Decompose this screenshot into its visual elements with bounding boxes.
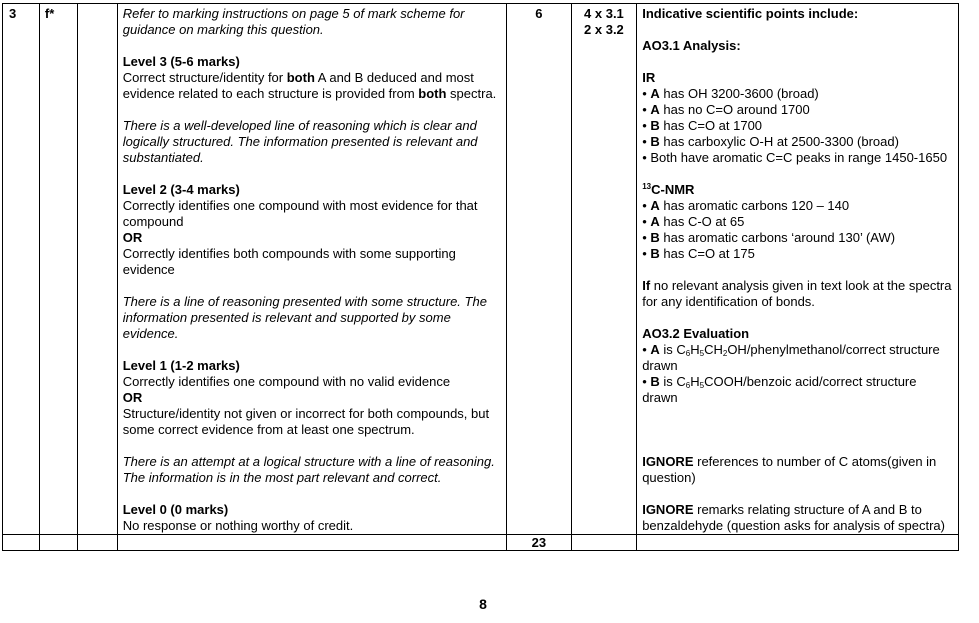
note-text: no relevant analysis given in text look at the spectra for any identification of bonds. xyxy=(642,278,952,309)
nmr-point xyxy=(642,246,953,262)
point-text: has C=O at 175 xyxy=(659,246,755,261)
compound-label: B xyxy=(650,118,660,133)
bullet: • xyxy=(642,150,647,165)
empty-cell xyxy=(571,535,637,551)
guidance-cell xyxy=(117,4,506,535)
eval-point-a xyxy=(642,342,953,374)
ignore-note-1 xyxy=(642,454,953,486)
no-analysis-note xyxy=(642,278,953,310)
question-row xyxy=(3,4,959,535)
compound-label: B xyxy=(650,246,660,261)
bullet: • xyxy=(642,230,647,245)
compound-label: A xyxy=(650,86,660,101)
compound-label: A xyxy=(650,342,660,357)
question-number: 3 xyxy=(3,4,40,535)
level1-line1: Correctly identifies one compound with no valid evidence xyxy=(122,374,451,389)
mark-scheme-table xyxy=(2,3,959,551)
ir-point xyxy=(642,134,953,150)
formula-part: is C xyxy=(659,342,686,357)
formula-part: is C xyxy=(659,374,686,389)
nmr-superscript: 13 xyxy=(642,182,652,191)
formula-part: H xyxy=(690,342,700,357)
level1-line2: Structure/identity not given or incorrect for both compounds, but some correct evidence from at least one spectrum. xyxy=(122,406,490,437)
question-part: f* xyxy=(39,4,77,535)
ir-point xyxy=(642,118,953,134)
formula-part: CH xyxy=(704,342,723,357)
guidance-intro: Refer to marking instructions on page 5 of mark scheme for guidance on marking this question. xyxy=(122,6,465,37)
level3-text-3: spectra. xyxy=(446,86,497,101)
points-cell xyxy=(637,4,959,535)
level3-text-2: A and B deduced and most evidence related to each structure is provided from xyxy=(122,70,474,101)
level1-reasoning: There is an attempt at a logical structure with a line of reasoning. The information is in the most part relevant and correct. xyxy=(122,454,495,485)
nmr-point xyxy=(642,198,953,214)
level0-line1: No response or nothing worthy of credit. xyxy=(122,518,354,533)
ao-cell xyxy=(571,4,637,535)
compound-label: B xyxy=(650,230,660,245)
subscript: 6 xyxy=(685,381,691,390)
total-row xyxy=(3,535,959,551)
level0-title: Level 0 (0 marks) xyxy=(122,502,229,517)
ignore-note-2 xyxy=(642,502,953,534)
empty-cell xyxy=(3,535,40,551)
compound-label: B xyxy=(650,134,660,149)
compound-label: A xyxy=(650,214,660,229)
point-text: has carboxylic O-H at 2500-3300 (broad) xyxy=(659,134,899,149)
ao32-heading: AO3.2 Evaluation xyxy=(642,326,750,341)
nmr-title: C-NMR xyxy=(651,182,695,197)
level3-criteria xyxy=(123,70,501,102)
level2-or: OR xyxy=(122,230,143,245)
note-keyword: If xyxy=(642,278,651,293)
level1-title: Level 1 (1-2 marks) xyxy=(122,358,240,373)
compound-label: A xyxy=(650,102,660,117)
subscript: 5 xyxy=(699,381,705,390)
empty-cell xyxy=(77,535,117,551)
ir-point xyxy=(642,150,953,166)
point-text: has aromatic carbons ‘around 130’ (AW) xyxy=(659,230,896,245)
bullet: • xyxy=(642,198,647,213)
ir-point xyxy=(642,86,953,102)
ir-point xyxy=(642,102,953,118)
compound-label: A xyxy=(650,198,660,213)
ir-heading: IR xyxy=(642,70,656,85)
point-text: has C=O at 1700 xyxy=(659,118,763,133)
level2-reasoning: There is a line of reasoning presented with some structure. The information presented is relevant and supported by some evidence. xyxy=(122,294,487,341)
level2-title: Level 2 (3-4 marks) xyxy=(122,182,240,197)
level2-line2: Correctly identifies both compounds with some supporting evidence xyxy=(122,246,456,277)
level3-title: Level 3 (5-6 marks) xyxy=(122,54,240,69)
point-text: has C-O at 65 xyxy=(659,214,745,229)
ignore-keyword: IGNORE xyxy=(642,454,694,469)
bullet: • xyxy=(642,102,647,117)
level2-line1: Correctly identifies one compound with most evidence for that compound xyxy=(122,198,478,229)
ignore-keyword: IGNORE xyxy=(642,502,694,517)
subscript: 5 xyxy=(699,349,705,358)
formula-part: H xyxy=(690,374,700,389)
empty-cell xyxy=(637,535,959,551)
bullet: • xyxy=(642,118,647,133)
bullet: • xyxy=(642,134,647,149)
compound-label: B xyxy=(650,374,660,389)
level3-reasoning: There is a well-developed line of reasoning which is clear and logically structured. The information presented is relevant and substantiated. xyxy=(122,118,478,165)
eval-point-b xyxy=(642,374,953,406)
level3-text-1: Correct structure/identity for xyxy=(122,70,287,85)
empty-cell xyxy=(39,535,77,551)
bullet: • xyxy=(642,342,647,357)
ao-line-2: 2 x 3.2 xyxy=(584,22,624,37)
bullet: • xyxy=(642,246,647,261)
nmr-heading xyxy=(642,182,953,198)
point-text: has aromatic carbons 120 – 140 xyxy=(659,198,850,213)
formula-part: OH/phenylmethanol/correct structure drawn xyxy=(642,342,940,373)
ao-line-1: 4 x 3.1 xyxy=(584,6,624,21)
ao31-heading: AO3.1 Analysis: xyxy=(642,38,741,53)
subscript: 6 xyxy=(685,349,691,358)
total-marks: 23 xyxy=(507,535,572,551)
point-text: has OH 3200-3600 (broad) xyxy=(659,86,819,101)
marks-cell: 6 xyxy=(507,4,572,535)
nmr-point xyxy=(642,214,953,230)
points-heading: Indicative scientific points include: xyxy=(642,6,859,21)
bullet: • xyxy=(642,214,647,229)
level1-or: OR xyxy=(122,390,143,405)
level3-bold-1: both xyxy=(286,70,315,85)
point-text: has no C=O around 1700 xyxy=(659,102,810,117)
ignore-text: references to number of C atoms(given in question) xyxy=(642,454,937,485)
level3-bold-2: both xyxy=(418,86,447,101)
subscript: 2 xyxy=(722,349,728,358)
bullet: • xyxy=(642,86,647,101)
ignore-text: remarks relating structure of A and B to benzaldehyde (question asks for analysis of spectra) xyxy=(642,502,945,533)
point-text: Both have aromatic C=C peaks in range 1450-1650 xyxy=(650,150,948,165)
empty-cell xyxy=(117,535,506,551)
bullet: • xyxy=(642,374,647,389)
formula-part: COOH/benzoic acid/correct structure drawn xyxy=(642,374,917,405)
nmr-point xyxy=(642,230,953,246)
page-number: 8 xyxy=(479,596,487,612)
empty-cell xyxy=(77,4,117,535)
